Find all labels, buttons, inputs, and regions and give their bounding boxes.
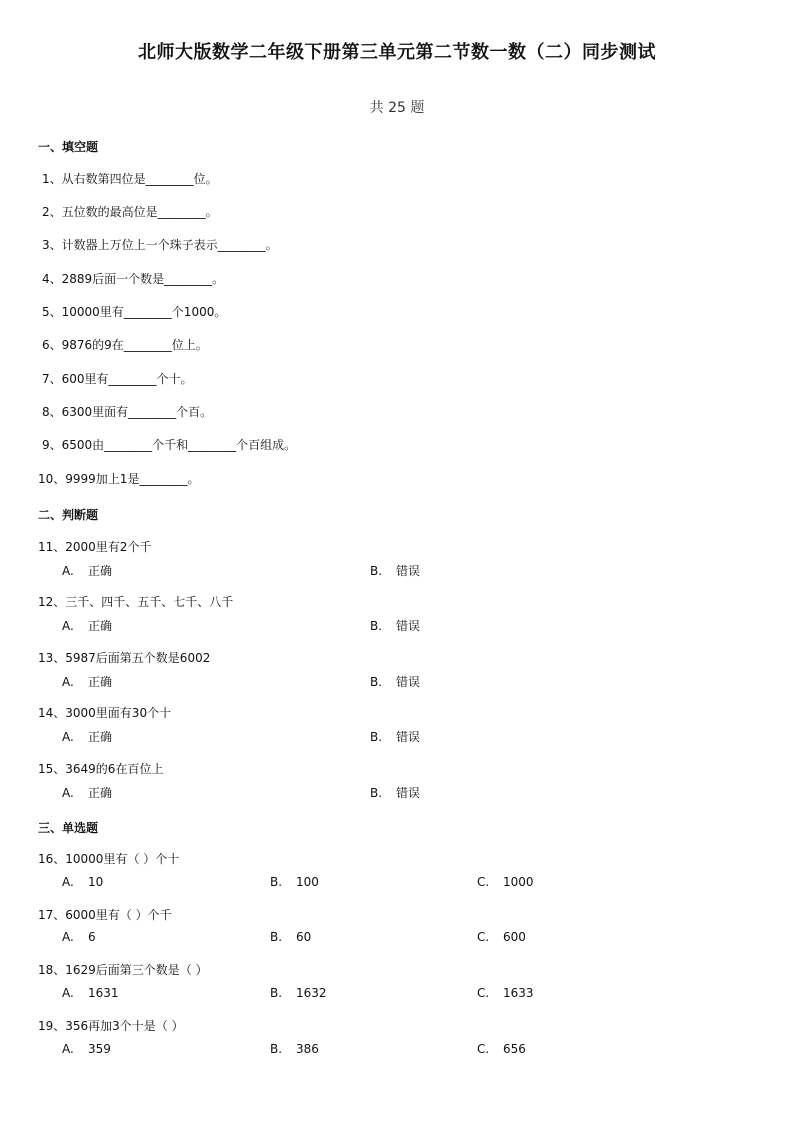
option-a[interactable] — [62, 784, 112, 801]
option-letter: C. — [477, 930, 490, 944]
option-text: 60 — [296, 930, 312, 944]
option-text: 1631 — [88, 986, 119, 1000]
fill-question: 9、6500由________个千和________个百组成。 — [42, 438, 297, 452]
option-letter: B. — [370, 675, 383, 689]
option-b[interactable] — [370, 617, 420, 634]
option-text: 正确 — [88, 564, 113, 578]
fill-question: 10、9999加上1是________。 — [38, 472, 200, 486]
judge-question: 14、3000里面有30个十 — [38, 706, 172, 720]
option-text: 1633 — [503, 986, 534, 1000]
fill-question: 3、计数器上万位上一个珠子表示________。 — [42, 238, 278, 252]
option-text: 错误 — [396, 786, 421, 800]
option-b[interactable] — [270, 1042, 319, 1056]
option-letter: C. — [477, 875, 490, 889]
option-text: 10 — [88, 875, 104, 889]
option-letter: A. — [62, 730, 74, 744]
option-letter: C. — [477, 986, 490, 1000]
option-c[interactable] — [477, 875, 534, 889]
option-letter: B. — [270, 986, 283, 1000]
option-letter: A. — [62, 675, 74, 689]
option-text: 错误 — [396, 730, 421, 744]
option-letter: A. — [62, 786, 74, 800]
fill-question: 1、从右数第四位是________位。 — [42, 172, 218, 186]
option-text: 正确 — [88, 675, 113, 689]
option-letter: B. — [370, 564, 383, 578]
fill-question: 5、10000里有________个1000。 — [42, 305, 227, 319]
option-b[interactable] — [270, 875, 319, 889]
judge-question: 15、3649的6在百位上 — [38, 762, 164, 776]
option-text: 正确 — [88, 786, 113, 800]
section-heading-choice: 三、单选题 — [38, 821, 99, 835]
judge-question: 12、三千、四千、五千、七千、八千 — [38, 595, 234, 609]
option-text: 错误 — [396, 675, 421, 689]
option-text: 600 — [503, 930, 526, 944]
option-letter: B. — [370, 619, 383, 633]
fill-question: 4、2889后面一个数是________。 — [42, 272, 225, 286]
option-a[interactable] — [62, 562, 112, 579]
option-a[interactable] — [62, 875, 103, 889]
option-text: 1632 — [296, 986, 327, 1000]
section-heading-judge: 二、判断题 — [38, 508, 99, 522]
option-letter: B. — [270, 930, 283, 944]
choice-question: 16、10000里有（ ）个十 — [38, 852, 180, 866]
option-text: 错误 — [396, 619, 421, 633]
option-b[interactable] — [270, 930, 311, 944]
choice-question: 17、6000里有（ ）个千 — [38, 908, 172, 922]
option-b[interactable] — [370, 562, 420, 579]
option-letter: A. — [62, 930, 74, 944]
option-letter: A. — [62, 619, 74, 633]
option-text: 1000 — [503, 875, 534, 889]
option-a[interactable] — [62, 673, 112, 690]
option-letter: C. — [477, 1042, 490, 1056]
choice-question: 18、1629后面第三个数是（ ） — [38, 963, 208, 977]
option-a[interactable] — [62, 1042, 111, 1056]
option-letter: A. — [62, 875, 74, 889]
judge-question: 13、5987后面第五个数是6002 — [38, 651, 211, 665]
option-b[interactable] — [370, 784, 420, 801]
option-text: 6 — [88, 930, 96, 944]
option-a[interactable] — [62, 728, 112, 745]
option-letter: A. — [62, 564, 74, 578]
fill-question: 6、9876的9在________位上。 — [42, 338, 208, 352]
option-text: 正确 — [88, 730, 113, 744]
option-c[interactable] — [477, 930, 526, 944]
choice-question: 19、356再加3个十是（ ） — [38, 1019, 184, 1033]
fill-question: 8、6300里面有________个百。 — [42, 405, 213, 419]
option-text: 386 — [296, 1042, 319, 1056]
option-a[interactable] — [62, 986, 119, 1000]
option-text: 656 — [503, 1042, 526, 1056]
option-text: 100 — [296, 875, 319, 889]
option-a[interactable] — [62, 617, 112, 634]
page-title: 北师大版数学二年级下册第三单元第二节数一数（二）同步测试 — [138, 42, 656, 63]
option-letter: B. — [270, 875, 283, 889]
option-b[interactable] — [370, 673, 420, 690]
option-text: 错误 — [396, 564, 421, 578]
option-text: 正确 — [88, 619, 113, 633]
option-letter: B. — [370, 730, 383, 744]
judge-question: 11、2000里有2个千 — [38, 540, 152, 554]
option-c[interactable] — [477, 1042, 526, 1056]
option-letter: A. — [62, 1042, 74, 1056]
option-b[interactable] — [270, 986, 327, 1000]
fill-question: 7、600里有________个十。 — [42, 372, 193, 386]
section-heading-fill: 一、填空题 — [38, 140, 99, 154]
option-text: 359 — [88, 1042, 111, 1056]
option-letter: B. — [370, 786, 383, 800]
option-letter: B. — [270, 1042, 283, 1056]
option-a[interactable] — [62, 930, 96, 944]
option-b[interactable] — [370, 728, 420, 745]
option-letter: A. — [62, 986, 74, 1000]
question-count: 共 25 题 — [369, 100, 425, 116]
fill-question: 2、五位数的最高位是________。 — [42, 205, 218, 219]
option-c[interactable] — [477, 986, 534, 1000]
